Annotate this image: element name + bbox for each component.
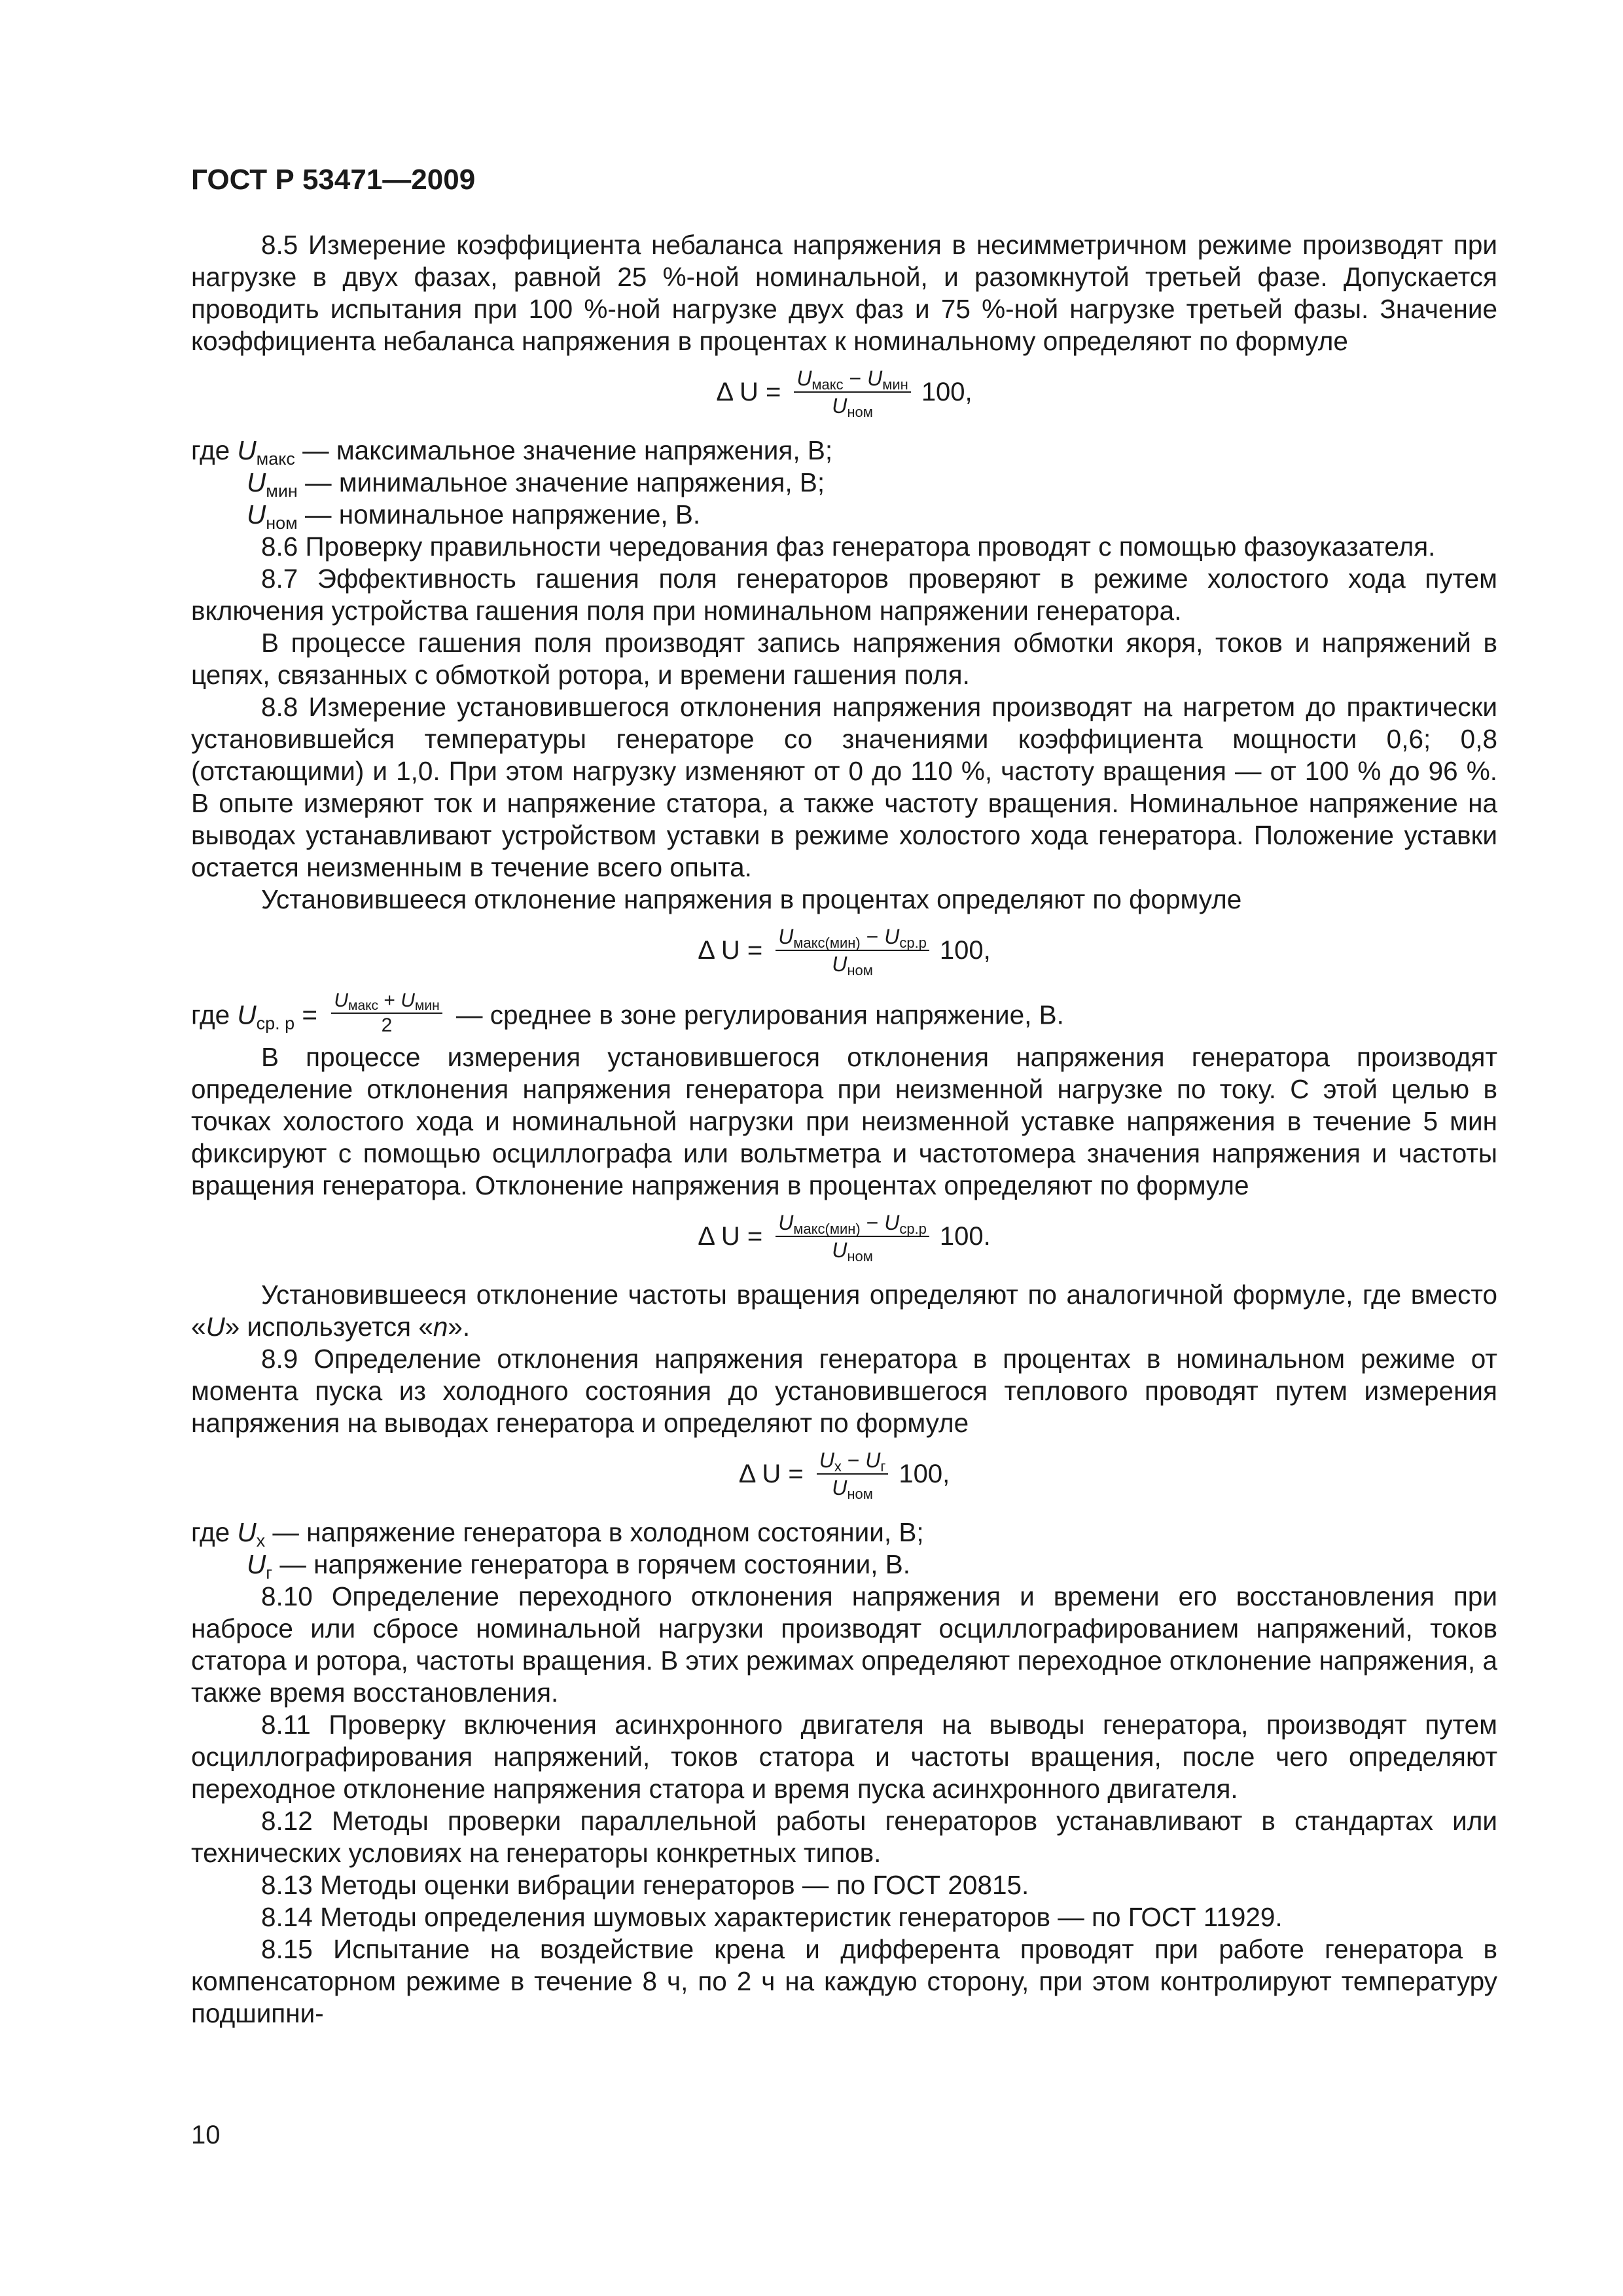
formula-denominator: $U_{ном}$ [832, 952, 873, 978]
page-number: 10 [191, 2121, 221, 2149]
paragraph-8-8: 8.8 Измерение установившегося отклонения напряжения производят на нагретом до практически установившейся температуры генераторе со значениями коэффициента мощности 0,6; 0,8 (отстающими) и 1,0. При этом нагрузку изменяют от 0 до 110 %, частоту вращения — от 100 % до 96 %. В опыте измеряют ток и напряжение статора, а также частоту вращения. Номинальное напряжение на выводах устанавливают устройством уставки в режиме холостого хода генератора. Положение уставки остается неизменным в течение всего опыта. [191, 692, 1497, 882]
paragraph-8-13: 8.13 Методы оценки вибрации генераторов — по ГОСТ 20815. [261, 1870, 1029, 1900]
formula-lhs: Δ U = [698, 1221, 763, 1251]
where-line: где $U_{макс}$ — максимальное значение напряжения, В; [191, 435, 833, 469]
document-body [191, 229, 1497, 2030]
formula-numerator: $U_х - U_г$ [817, 1447, 889, 1475]
formula-fraction [817, 1447, 889, 1501]
paragraph-8-11: 8.11 Проверку включения асинхронного двигателя на выводы генератора, производят путем осциллографирования напряжений, токов статора и частоты вращения, после чего определяют переходное отклонение напряжения статора и время пуска асинхронного двигателя. [191, 1710, 1497, 1804]
paragraph-8-9: 8.9 Определение отклонения напряжения генератора в процентах в номинальном режиме от момента пуска из холодного состояния до установившегося теплового проводят путем измерения напряжения на выводах генератора и определяют по формуле [191, 1344, 1497, 1438]
formula-numerator: $U_{макс(мин)} - U_{ср.р}$ [776, 924, 929, 951]
paragraph-8-14: 8.14 Методы определения шумовых характеристик генераторов — по ГОСТ 11929. [261, 1902, 1283, 1932]
where-line: $U_{мин}$ — минимальное значение напряжения, В; [247, 467, 825, 501]
paragraph-8-8c: В процессе измерения установившегося отклонения напряжения генератора производят определение отклонения напряжения генератора при неизменной нагрузке по току. С этой целью в точках холостого хода и номинальной нагрузки при неизменной уставке напряжения в течение 5 мин фиксируют с помощью осциллографа или вольтметра и частотомера значения напряжения и частоты вращения генератора. Отклонение напряжения в процентах определяют по формуле [191, 1042, 1497, 1200]
where-average-line: где $U_{ср. р}$ = $\frac{U_{макс} + U_{мин}}{2}$ — среднее в зоне регулирования напряжение, В. [191, 990, 1064, 1036]
paragraph-8-15: 8.15 Испытание на воздействие крена и дифферента проводят при работе генератора в компенсаторном режиме в течение 8 ч, по 2 ч на каждую сторону, при этом контролируют температуру подшипни- [191, 1934, 1497, 2028]
inline-fraction: $\frac{U_{макс} + U_{мин}}{2}$ [331, 989, 442, 1037]
formula-numerator: $U_{макс(мин)} - U_{ср.р}$ [776, 1210, 929, 1237]
formula-denominator: $U_{ном}$ [832, 1238, 873, 1265]
formula-denominator: $U_{ном}$ [832, 394, 873, 420]
formula-fraction [794, 365, 911, 419]
formula-numerator: $U_{макс} - U_{мин}$ [794, 365, 911, 393]
paragraph-8-8d: Установившееся отклонение частоты вращения определяют по аналогичной формуле, где вместо «U» используется «n». [191, 1280, 1497, 1342]
paragraph-8-10: 8.10 Определение переходного отклонения напряжения и времени его восстановления при набросе или сбросе номинальной нагрузки производят осциллографированием напряжений, токов статора и ротора, частоты вращения. В этих режимах определяют переходное отклонение напряжения, а также время восстановления. [191, 1581, 1497, 1708]
where-line: $U_{ном}$ — номинальное напряжение, В. [247, 499, 701, 533]
formula-factor: 100. [939, 1221, 991, 1251]
paragraph-8-12: 8.12 Методы проверки параллельной работы генераторов устанавливают в стандартах или технических условиях на генераторы конкретных типов. [191, 1806, 1497, 1868]
document-header: ГОСТ Р 53471—2009 [191, 164, 476, 196]
where-line: где $U_х$ — напряжение генератора в холодном состоянии, В; [191, 1517, 924, 1551]
formula-factor: 100, [899, 1459, 950, 1488]
formula-fraction [776, 1210, 929, 1263]
formula-lhs: Δ U = [698, 935, 763, 965]
paragraph-8-6: 8.6 Проверку правильности чередования фаз генератора проводят с помощью фазоуказателя. [261, 531, 1436, 562]
formula-factor: 100, [939, 935, 991, 965]
formula-factor: 100, [921, 377, 972, 406]
paragraph-8-5: 8.5 Измерение коэффициента небаланса напряжения в несимметричном режиме производят при нагрузке в двух фазах, равной 25 %-ной номинальной, и разомкнутой третьей фазе. Допускается проводить испытания при 100 %-ной нагрузке двух фаз и 75 %-ной нагрузке третьей фазы. Значение коэффициента небаланса напряжения в процентах к номинальному определяют по формуле [191, 230, 1497, 356]
paragraph-8-7b: В процессе гашения поля производят запись напряжения обмотки якоря, токов и напряжений в цепях, связанных с обмоткой ротора, и времени гашения поля. [191, 628, 1497, 690]
formula-cold-hot [191, 1447, 1497, 1501]
where-line: $U_г$ — напряжение генератора в горячем состоянии, В. [247, 1549, 910, 1583]
formula-steady-deviation [191, 924, 1497, 977]
formula-unbalance [191, 365, 1497, 419]
formula-deviation [191, 1210, 1497, 1263]
paragraph-8-8b: Установившееся отклонение напряжения в процентах определяют по формуле [261, 884, 1242, 914]
formula-denominator: $U_{ном}$ [832, 1476, 873, 1502]
paragraph-8-7: 8.7 Эффективность гашения поля генераторов проверяют в режиме холостого хода путем включения устройства гашения поля при номинальном напряжении генератора. [191, 564, 1497, 626]
formula-fraction [776, 924, 929, 977]
formula-lhs: Δ U = [738, 1459, 804, 1488]
formula-lhs: Δ U = [716, 377, 781, 406]
